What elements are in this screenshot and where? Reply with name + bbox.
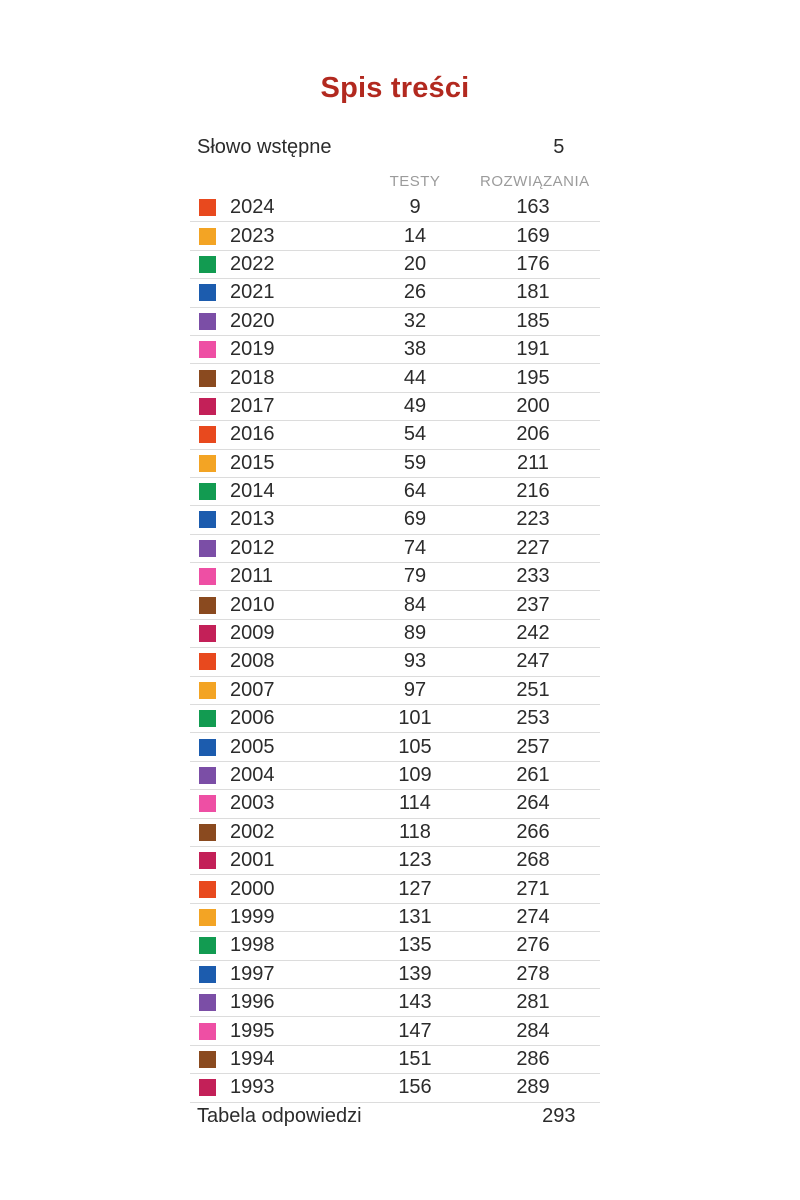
solutions-page-number: 200 bbox=[516, 394, 550, 417]
solutions-page-number: 169 bbox=[516, 224, 550, 247]
toc-year-row bbox=[190, 705, 600, 733]
year-cell bbox=[190, 934, 350, 957]
tests-page-number: 127 bbox=[398, 877, 432, 900]
toc-year-row bbox=[190, 251, 600, 279]
year-label: 2003 bbox=[230, 792, 275, 815]
year-color-swatch-icon bbox=[199, 455, 216, 472]
toc-year-row bbox=[190, 535, 600, 563]
year-color-swatch-icon bbox=[199, 653, 216, 670]
toc-year-row bbox=[190, 733, 600, 761]
year-cell bbox=[190, 338, 350, 361]
solutions-page-number: 163 bbox=[516, 196, 550, 219]
solutions-page-number: 181 bbox=[516, 281, 550, 304]
toc-rows bbox=[190, 194, 600, 1103]
solutions-page-number: 211 bbox=[517, 451, 549, 474]
solutions-page-number: 233 bbox=[516, 565, 550, 588]
year-color-swatch-icon bbox=[199, 284, 216, 301]
year-color-swatch-icon bbox=[199, 824, 216, 841]
tests-page-number: 44 bbox=[403, 366, 427, 389]
tests-page-number: 74 bbox=[403, 536, 427, 559]
column-header-rozwiazania: ROZWIĄZANIA bbox=[480, 172, 590, 190]
year-label: 2023 bbox=[230, 224, 275, 247]
year-label: 2018 bbox=[230, 366, 275, 389]
year-label: 2012 bbox=[230, 536, 275, 559]
year-label: 2013 bbox=[230, 508, 275, 531]
preface-page-number: 5 bbox=[553, 135, 565, 158]
toc-year-row bbox=[190, 762, 600, 790]
solutions-page-number: 289 bbox=[516, 1076, 550, 1099]
year-color-swatch-icon bbox=[199, 795, 216, 812]
answers-table-page-number: 293 bbox=[542, 1105, 576, 1128]
solutions-page-number: 253 bbox=[516, 707, 550, 730]
year-cell bbox=[190, 1048, 350, 1071]
tests-page-number: 84 bbox=[403, 593, 427, 616]
answers-table-row bbox=[190, 1103, 600, 1132]
page-title: Spis treści bbox=[320, 72, 470, 104]
year-cell bbox=[190, 679, 350, 702]
year-cell bbox=[190, 565, 350, 588]
year-label: 1999 bbox=[230, 905, 275, 928]
year-color-swatch-icon bbox=[199, 313, 216, 330]
year-cell bbox=[190, 792, 350, 815]
toc-year-row bbox=[190, 222, 600, 250]
toc-year-row bbox=[190, 591, 600, 619]
year-label: 2001 bbox=[230, 849, 275, 872]
tests-page-number: 49 bbox=[403, 394, 427, 417]
toc-year-row bbox=[190, 1074, 600, 1102]
toc-year-row bbox=[190, 421, 600, 449]
year-cell bbox=[190, 650, 350, 673]
solutions-page-number: 261 bbox=[516, 764, 550, 786]
toc-year-row bbox=[190, 336, 600, 364]
solutions-page-number: 286 bbox=[516, 1047, 550, 1070]
solutions-page-number: 237 bbox=[516, 593, 550, 616]
year-color-swatch-icon bbox=[199, 426, 216, 443]
year-color-swatch-icon bbox=[199, 739, 216, 756]
year-color-swatch-icon bbox=[199, 881, 216, 898]
solutions-page-number: 266 bbox=[516, 820, 550, 843]
tests-page-number: 93 bbox=[403, 650, 427, 673]
year-label: 2006 bbox=[230, 707, 275, 730]
tests-page-number: 32 bbox=[403, 309, 427, 332]
tests-page-number: 69 bbox=[403, 508, 427, 531]
year-color-swatch-icon bbox=[199, 682, 216, 699]
year-cell bbox=[190, 906, 350, 929]
toc-year-row bbox=[190, 450, 600, 478]
tests-page-number: 20 bbox=[403, 252, 427, 275]
year-color-swatch-icon bbox=[199, 1051, 216, 1068]
column-header-testy: TESTY bbox=[389, 172, 441, 190]
year-label: 2020 bbox=[230, 309, 275, 332]
toc-year-row bbox=[190, 478, 600, 506]
year-label: 2010 bbox=[230, 593, 275, 616]
year-color-swatch-icon bbox=[199, 568, 216, 585]
toc-year-row bbox=[190, 677, 600, 705]
year-cell bbox=[190, 707, 350, 730]
year-label: 2022 bbox=[230, 252, 275, 275]
year-cell bbox=[190, 367, 350, 390]
solutions-page-number: 185 bbox=[516, 309, 550, 332]
table-of-contents bbox=[190, 133, 600, 1131]
tests-page-number: 135 bbox=[398, 934, 432, 957]
year-cell bbox=[190, 423, 350, 446]
year-label: 2011 bbox=[230, 565, 274, 588]
year-color-swatch-icon bbox=[199, 483, 216, 500]
tests-page-number: 118 bbox=[399, 820, 431, 843]
year-label: 1994 bbox=[230, 1047, 275, 1070]
year-cell bbox=[190, 480, 350, 503]
toc-year-row bbox=[190, 506, 600, 534]
solutions-page-number: 264 bbox=[516, 792, 550, 815]
year-cell bbox=[190, 963, 350, 986]
tests-page-number: 105 bbox=[398, 735, 432, 758]
tests-page-number: 89 bbox=[403, 622, 427, 645]
tests-page-number: 143 bbox=[398, 991, 432, 1014]
year-cell bbox=[190, 878, 350, 901]
year-label: 2014 bbox=[230, 480, 275, 503]
year-color-swatch-icon bbox=[199, 398, 216, 415]
preface-label: Słowo wstępne bbox=[197, 135, 332, 158]
year-color-swatch-icon bbox=[199, 625, 216, 642]
solutions-page-number: 251 bbox=[516, 678, 550, 701]
year-label: 2008 bbox=[230, 650, 275, 673]
year-label: 2015 bbox=[230, 451, 275, 474]
solutions-page-number: 281 bbox=[516, 991, 550, 1014]
year-color-swatch-icon bbox=[199, 1079, 216, 1096]
toc-year-row bbox=[190, 790, 600, 818]
tests-page-number: 101 bbox=[398, 707, 432, 730]
solutions-page-number: 176 bbox=[516, 252, 550, 275]
year-color-swatch-icon bbox=[199, 966, 216, 983]
solutions-page-number: 216 bbox=[516, 480, 550, 503]
year-label: 2009 bbox=[230, 622, 275, 645]
column-header-row bbox=[190, 170, 600, 192]
year-color-swatch-icon bbox=[199, 909, 216, 926]
toc-year-row bbox=[190, 932, 600, 960]
tests-page-number: 151 bbox=[398, 1047, 432, 1070]
solutions-page-number: 276 bbox=[516, 934, 550, 957]
toc-year-row bbox=[190, 620, 600, 648]
year-cell bbox=[190, 281, 350, 304]
tests-page-number: 9 bbox=[409, 196, 421, 219]
toc-year-row bbox=[190, 279, 600, 307]
tests-page-number: 64 bbox=[403, 480, 427, 503]
year-cell bbox=[190, 452, 350, 475]
year-cell bbox=[190, 253, 350, 276]
year-color-swatch-icon bbox=[199, 228, 216, 245]
year-cell bbox=[190, 1020, 350, 1043]
tests-page-number: 123 bbox=[398, 849, 432, 872]
tests-page-number: 79 bbox=[403, 565, 427, 588]
year-label: 2016 bbox=[230, 423, 275, 446]
toc-year-row bbox=[190, 194, 600, 222]
year-label: 2004 bbox=[230, 764, 275, 786]
year-label: 2002 bbox=[230, 820, 275, 843]
year-cell bbox=[190, 764, 350, 787]
year-color-swatch-icon bbox=[199, 511, 216, 528]
tests-page-number: 109 bbox=[398, 764, 432, 786]
year-cell bbox=[190, 991, 350, 1014]
year-color-swatch-icon bbox=[199, 1023, 216, 1040]
solutions-page-number: 195 bbox=[516, 366, 550, 389]
year-label: 1997 bbox=[230, 962, 275, 985]
toc-year-row bbox=[190, 563, 600, 591]
year-cell bbox=[190, 310, 350, 333]
year-label: 2021 bbox=[230, 281, 275, 304]
solutions-page-number: 247 bbox=[516, 650, 550, 673]
solutions-page-number: 278 bbox=[516, 962, 550, 985]
tests-page-number: 97 bbox=[403, 678, 427, 701]
toc-year-row bbox=[190, 875, 600, 903]
toc-year-row bbox=[190, 904, 600, 932]
tests-page-number: 114 bbox=[399, 792, 431, 815]
tests-page-number: 54 bbox=[403, 423, 427, 446]
preface-row bbox=[190, 133, 600, 161]
year-label: 2019 bbox=[230, 338, 275, 361]
year-color-swatch-icon bbox=[199, 341, 216, 358]
toc-year-row bbox=[190, 847, 600, 875]
tests-page-number: 156 bbox=[398, 1076, 432, 1099]
year-label: 1993 bbox=[230, 1076, 275, 1099]
year-color-swatch-icon bbox=[199, 597, 216, 614]
year-color-swatch-icon bbox=[199, 852, 216, 869]
solutions-page-number: 206 bbox=[516, 423, 550, 446]
year-label: 2000 bbox=[230, 877, 275, 900]
year-cell bbox=[190, 821, 350, 844]
answers-table-label: Tabela odpowiedzi bbox=[197, 1105, 362, 1128]
year-cell bbox=[190, 736, 350, 759]
solutions-page-number: 191 bbox=[516, 338, 550, 361]
toc-year-row bbox=[190, 961, 600, 989]
toc-year-row bbox=[190, 989, 600, 1017]
year-color-swatch-icon bbox=[199, 540, 216, 557]
toc-year-row bbox=[190, 393, 600, 421]
year-cell bbox=[190, 225, 350, 248]
toc-year-row bbox=[190, 648, 600, 676]
year-cell bbox=[190, 508, 350, 531]
year-label: 2024 bbox=[230, 196, 275, 219]
toc-year-row bbox=[190, 364, 600, 392]
toc-year-row bbox=[190, 1017, 600, 1045]
tests-page-number: 131 bbox=[398, 905, 432, 928]
tests-page-number: 59 bbox=[403, 451, 427, 474]
solutions-page-number: 242 bbox=[516, 622, 550, 645]
solutions-page-number: 257 bbox=[516, 735, 550, 758]
toc-year-row bbox=[190, 1046, 600, 1074]
tests-page-number: 38 bbox=[403, 338, 427, 361]
year-label: 2017 bbox=[230, 394, 275, 417]
year-color-swatch-icon bbox=[199, 767, 216, 784]
solutions-page-number: 223 bbox=[516, 508, 550, 531]
year-color-swatch-icon bbox=[199, 994, 216, 1011]
toc-year-row bbox=[190, 819, 600, 847]
tests-page-number: 26 bbox=[403, 281, 427, 304]
year-cell bbox=[190, 1076, 350, 1099]
year-label: 1996 bbox=[230, 991, 275, 1014]
year-label: 2005 bbox=[230, 735, 275, 758]
year-cell bbox=[190, 537, 350, 560]
year-color-swatch-icon bbox=[199, 370, 216, 387]
year-color-swatch-icon bbox=[199, 256, 216, 273]
solutions-page-number: 268 bbox=[516, 849, 550, 872]
toc-year-row bbox=[190, 308, 600, 336]
year-color-swatch-icon bbox=[199, 710, 216, 727]
year-cell bbox=[190, 594, 350, 617]
solutions-page-number: 227 bbox=[516, 536, 550, 559]
tests-page-number: 139 bbox=[398, 962, 432, 985]
tests-page-number: 14 bbox=[403, 224, 427, 247]
year-cell bbox=[190, 196, 350, 219]
year-cell bbox=[190, 395, 350, 418]
year-cell bbox=[190, 849, 350, 872]
tests-page-number: 147 bbox=[398, 1019, 432, 1042]
solutions-page-number: 284 bbox=[516, 1019, 550, 1042]
year-cell bbox=[190, 622, 350, 645]
year-label: 2007 bbox=[230, 678, 275, 701]
solutions-page-number: 271 bbox=[516, 877, 550, 900]
year-color-swatch-icon bbox=[199, 937, 216, 954]
year-label: 1995 bbox=[230, 1019, 275, 1042]
solutions-page-number: 274 bbox=[516, 905, 550, 928]
year-label: 1998 bbox=[230, 934, 275, 957]
year-color-swatch-icon bbox=[199, 199, 216, 216]
